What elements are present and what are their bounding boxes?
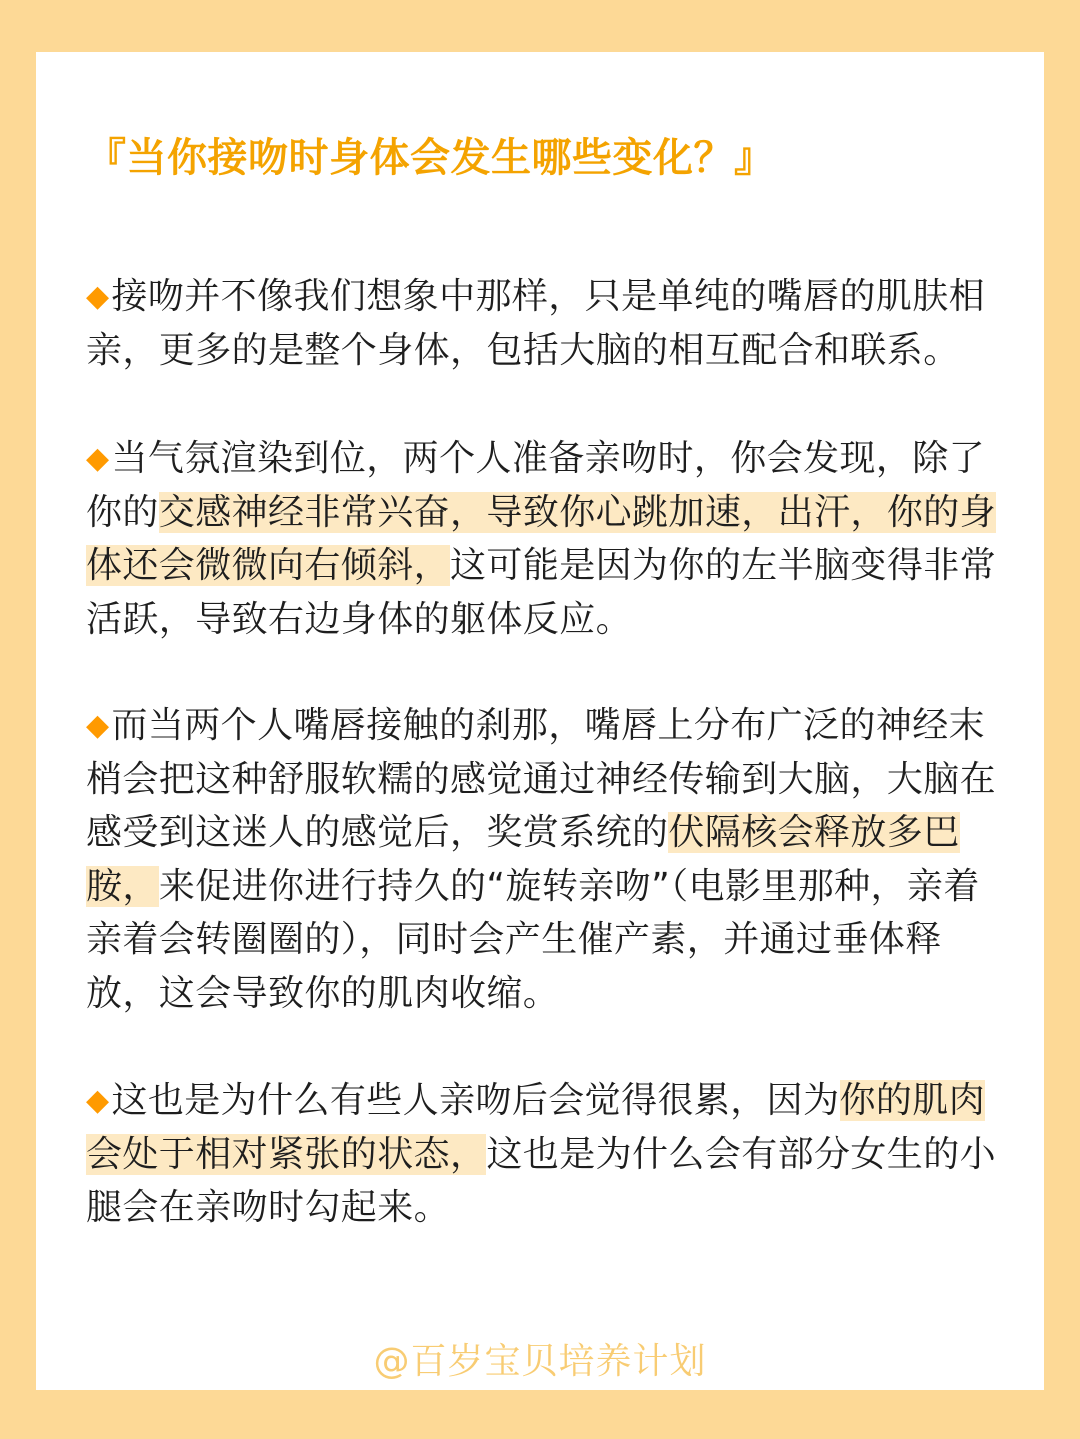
page-title: 『当你接吻时身体会发生哪些变化？』 xyxy=(86,135,775,181)
diamond-bullet-icon: ◆ xyxy=(86,708,110,743)
diamond-bullet-icon: ◆ xyxy=(86,441,110,476)
paragraph-4-highlight: 你的肌肉会处于相对紧张的状态， xyxy=(86,1080,986,1175)
paragraph-2-text-start: 当气氛渲染到位，两个人准备亲吻时，你会发现，除了你的 xyxy=(86,438,986,533)
paragraph-1-text: 接吻并不像我们想象中那样，只是单纯的嘴唇的肌肤相亲，更多的是整个身体，包括大脑的相互配合和联系。 xyxy=(86,276,986,371)
paragraph-2-text-end: 这可能是因为你的左半脑变得非常活跃，导致右边身体的躯体反应。 xyxy=(86,545,997,640)
paragraph-3-text-start: 而当两个人嘴唇接触的刹那，嘴唇上分布广泛的神经末梢会把这种舒服软糯的感觉通过神经传输到大脑，大脑在感受到这迷人的感觉后，奖赏系统的 xyxy=(86,705,997,853)
content-card xyxy=(36,52,1044,1390)
paragraph-4-text-end: 这也是为什么会有部分女生的小腿会在亲吻时勾起来。 xyxy=(86,1133,997,1228)
paragraph-3 xyxy=(86,699,1006,1020)
diamond-bullet-icon: ◆ xyxy=(86,1083,110,1118)
paragraph-2 xyxy=(86,432,1006,646)
paragraph-3-highlight: 伏隔核会释放多巴胺， xyxy=(86,812,960,907)
paragraph-2-highlight: 交感神经非常兴奋，导致你心跳加速，出汗，你的身体还会微微向右倾斜， xyxy=(86,491,997,586)
paragraph-4-text-start: 这也是为什么有些人亲吻后会觉得很累，因为 xyxy=(111,1080,840,1121)
diamond-bullet-icon: ◆ xyxy=(86,279,110,314)
paragraph-3-text-end: 来促进你进行持久的“旋转亲吻”（电影里那种，亲着亲着会转圈圈的），同时会产生催产素，并通过垂体释放，这会导致你的肌肉收缩。 xyxy=(86,865,980,1014)
paragraph-1 xyxy=(86,270,1006,377)
author-watermark: @百岁宝贝培养计划 xyxy=(373,1341,707,1382)
paragraph-4 xyxy=(86,1074,1006,1235)
